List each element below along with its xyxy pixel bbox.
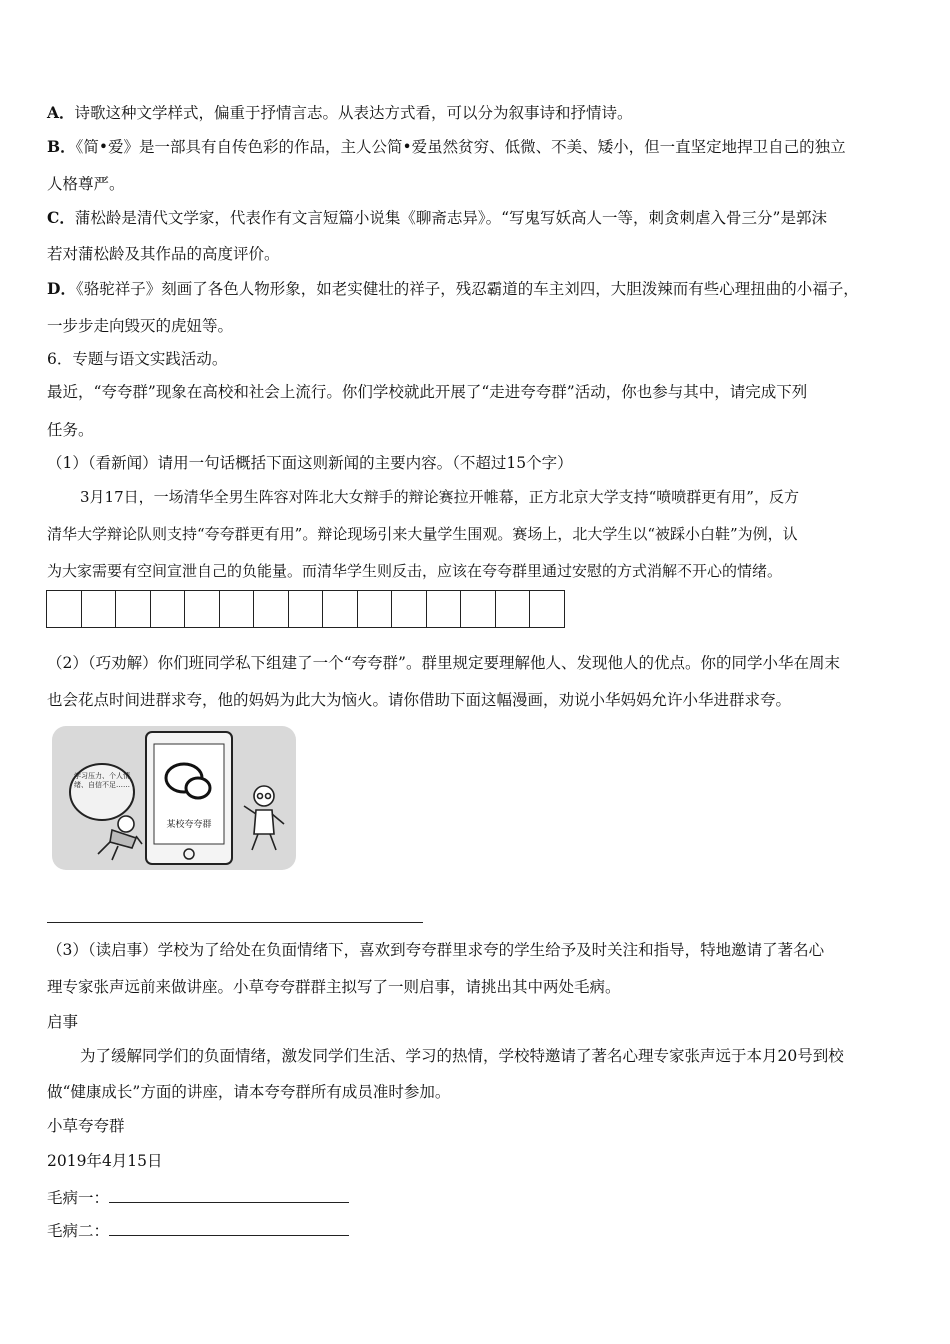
answer-cell[interactable] xyxy=(220,591,255,627)
notice-title: 启事 xyxy=(47,1013,79,1031)
option-letter: D． xyxy=(47,279,76,298)
option-d-cont: 一步步走向毁灭的虎妞等。 xyxy=(47,317,234,335)
answer-cell[interactable] xyxy=(427,591,462,627)
notice-paragraph-cont: 做“健康成长”方面的讲座，请本夸夸群所有成员准时参加。 xyxy=(47,1083,451,1101)
news-paragraph-cont: 清华大学辩论队则支持“夸夸群更有用”。辩论现场引来大量学生围观。赛场上，北大学生以“被踩小白鞋”为例，认 xyxy=(47,525,798,543)
sub-question-3-cont: 理专家张声远前来做讲座。小草夸夸群群主拟写了一则启事，请挑出其中两处毛病。 xyxy=(47,978,621,996)
answer-cell[interactable] xyxy=(47,591,82,627)
phone-icon xyxy=(146,732,232,864)
answer-cell[interactable] xyxy=(82,591,117,627)
option-a xyxy=(47,103,633,123)
option-letter: A． xyxy=(47,103,75,122)
option-c-cont: 若对蒲松龄及其作品的高度评价。 xyxy=(47,245,280,263)
answer-cell[interactable] xyxy=(185,591,220,627)
option-text: 蒲松龄是清代文学家，代表作有文言短篇小说集《聊斋志异》。“写鬼写妖高人一等，刺贪刺虐入骨三分”是郭沫 xyxy=(74,209,827,227)
option-b xyxy=(47,137,846,157)
notice-date: 2019年4月15日 xyxy=(47,1152,163,1170)
sub-question-3: （3）（读启事）学校为了给处在负面情绪下，喜欢到夸夸群里求夸的学生给予及时关注和指导，特地邀请了著名心 xyxy=(47,941,825,959)
fault-two-label: 毛病二： xyxy=(47,1222,110,1240)
fault-one-blank[interactable] xyxy=(109,1186,349,1203)
question-title: 6．专题与语文实践活动。 xyxy=(47,350,228,368)
sub-question-1: （1）（看新闻）请用一句话概括下面这则新闻的主要内容。（不超过15个字） xyxy=(47,454,573,472)
answer-cell[interactable] xyxy=(496,591,531,627)
option-text: 《骆驼祥子》刻画了各色人物形象，如老实健壮的祥子，残忍霸道的车主刘四，大胆泼辣而有些心理扭曲的小福子， xyxy=(75,280,859,298)
question-intro-cont: 任务。 xyxy=(47,421,94,439)
notice-paragraph: 为了缓解同学们的负面情绪，激发同学们生活、学习的热情，学校特邀请了著名心理专家张声远于本月20号到校 xyxy=(80,1047,844,1065)
fault-one-label: 毛病一： xyxy=(47,1189,110,1207)
notice-signer: 小草夸夸群 xyxy=(47,1117,125,1135)
answer-cell[interactable] xyxy=(392,591,427,627)
answer-line[interactable] xyxy=(47,922,423,923)
answer-cell[interactable] xyxy=(116,591,151,627)
sub-question-2: （2）（巧劝解）你们班同学私下组建了一个“夸夸群”。群里规定要理解他人、发现他人的优点。你的同学小华在周末 xyxy=(47,654,840,672)
option-letter: C． xyxy=(47,208,75,227)
fault-one xyxy=(47,1186,349,1208)
option-letter: B． xyxy=(47,137,76,156)
fault-two-blank[interactable] xyxy=(109,1219,349,1236)
answer-cell[interactable] xyxy=(151,591,186,627)
fault-two xyxy=(47,1219,349,1241)
question-intro: 最近，“夸夸群”现象在高校和社会上流行。你们学校就此开展了“走进夸夸群”活动，你也参与其中，请完成下列 xyxy=(47,383,808,401)
option-b-cont: 人格尊严。 xyxy=(47,175,125,193)
news-paragraph: 3月17日，一场清华全男生阵容对阵北大女辩手的辩论赛拉开帷幕，正方北京大学支持“喷喷群更有用”，反方 xyxy=(80,488,799,506)
option-c xyxy=(47,208,827,228)
sub-question-2-cont: 也会花点时间进群求夸，他的妈妈为此大为恼火。请你借助下面这幅漫画，劝说小华妈妈允许小华进群求夸。 xyxy=(47,691,792,709)
answer-cell[interactable] xyxy=(323,591,358,627)
phone-label: 某校夸夸群 xyxy=(166,820,212,830)
bubble-text: 学习压力、个人情绪、自信不足…… xyxy=(74,772,130,789)
answer-cell[interactable] xyxy=(289,591,324,627)
news-paragraph-cont: 为大家需要有空间宣泄自己的负能量。而清华学生则反击，应该在夸夸群里通过安慰的方式消解不开心的情绪。 xyxy=(47,562,783,580)
answer-cell[interactable] xyxy=(358,591,393,627)
answer-cell[interactable] xyxy=(254,591,289,627)
answer-grid[interactable] xyxy=(46,590,565,628)
option-d xyxy=(47,279,859,299)
answer-cell[interactable] xyxy=(530,591,564,627)
answer-cell[interactable] xyxy=(461,591,496,627)
option-text: 诗歌这种文学样式，偏重于抒情言志。从表达方式看，可以分为叙事诗和抒情诗。 xyxy=(74,104,633,122)
option-text: 《简•爱》是一部具有自传色彩的作品，主人公简•爱虽然贫穷、低微、不美、矮小，但一直坚定地捍卫自己的独立 xyxy=(75,138,846,156)
comic-illustration xyxy=(52,726,296,870)
